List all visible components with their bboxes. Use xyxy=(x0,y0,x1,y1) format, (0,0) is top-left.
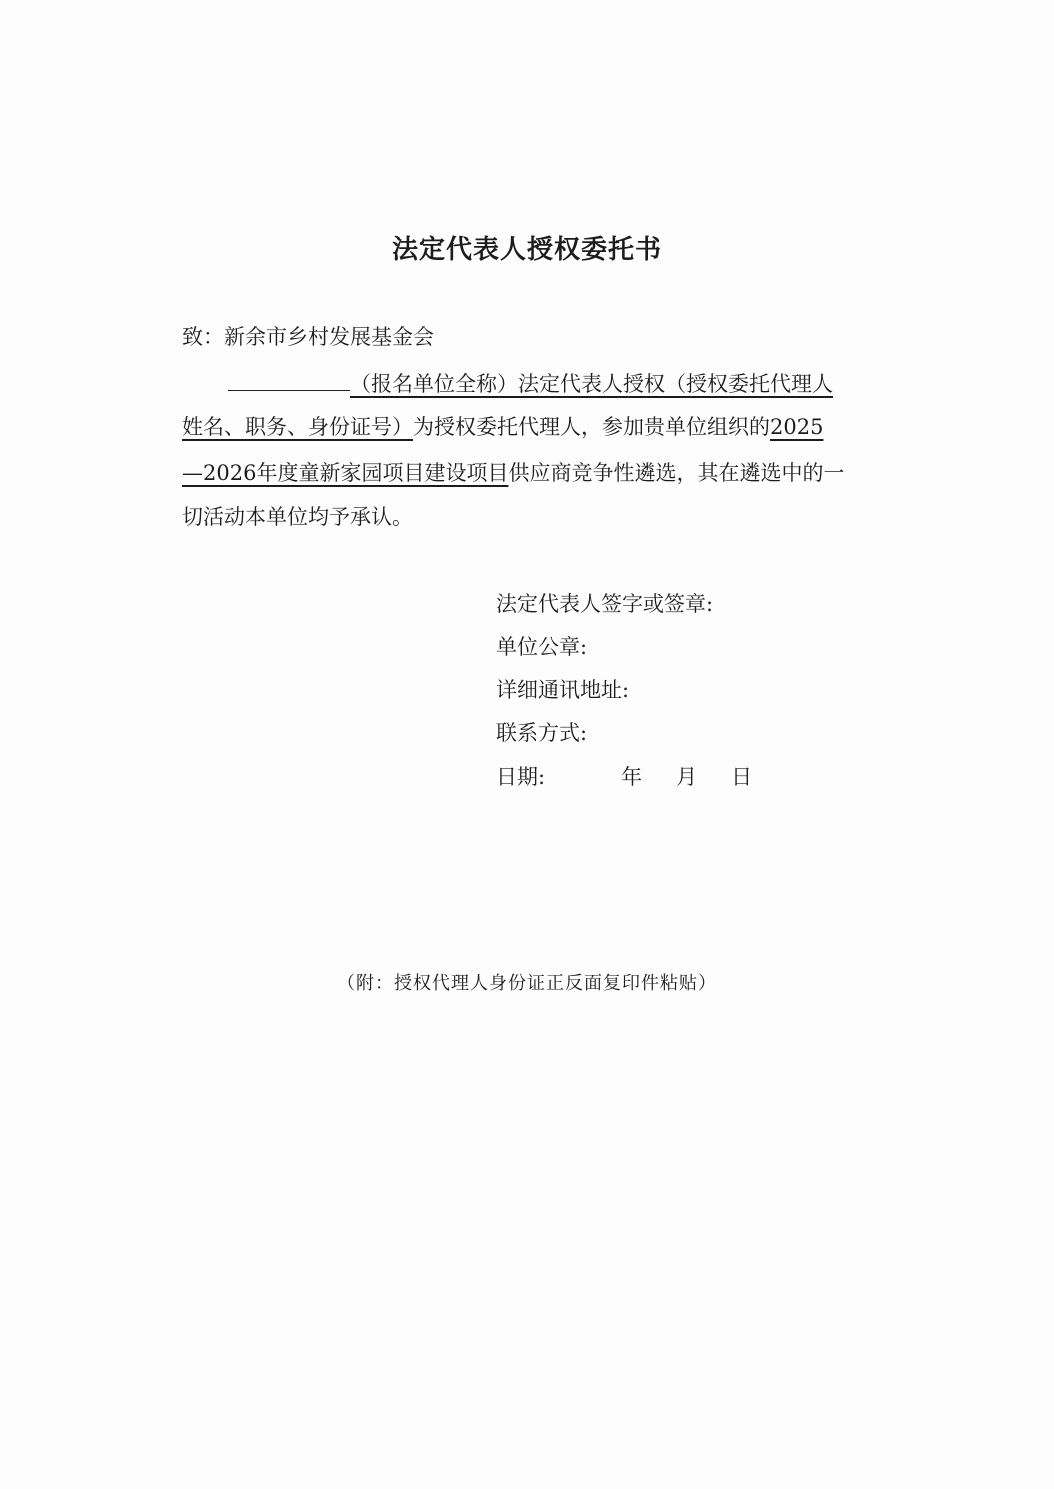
legal-rep-signature-label: 法定代表人签字或签章: xyxy=(496,592,714,616)
body-line-4 xyxy=(182,502,413,532)
document-title: 法定代表人授权委托书 xyxy=(391,235,662,265)
project-year-start: 2025 xyxy=(770,415,824,439)
project-name: —2026年度童新家园项目建设项目 xyxy=(182,461,509,485)
body-line-3 xyxy=(182,458,844,488)
body-line-2 xyxy=(182,412,823,442)
agent-info-placeholder-end: 姓名、职务、身份证号） xyxy=(182,415,413,439)
day-label: 日 xyxy=(731,765,753,789)
unit-name-placeholder: （报名单位全称）法定代表人授权 xyxy=(350,372,665,396)
body-text-2: 为授权委托代理人，参加贵单位组织的 xyxy=(413,415,770,439)
body-line-1 xyxy=(182,368,833,399)
date-row xyxy=(496,762,752,792)
year-label: 年 xyxy=(621,765,643,789)
agent-info-placeholder-start: （授权委托代理人 xyxy=(665,372,833,396)
date-label: 日期: xyxy=(496,765,546,789)
attachment-footnote: （附：授权代理人身份证正反面复印件粘贴） xyxy=(337,973,717,994)
body-text-3: 供应商竞争性遴选，其在遴选中的一 xyxy=(508,461,845,485)
body-text-4: 切活动本单位均予承认。 xyxy=(182,505,413,529)
unit-name-blank xyxy=(228,368,350,391)
addressee-line: 致：新余市乡村发展基金会 xyxy=(182,325,434,349)
unit-seal-label: 单位公章: xyxy=(496,635,588,659)
contact-label: 联系方式: xyxy=(496,721,588,745)
address-label: 详细通讯地址: xyxy=(496,678,630,702)
month-label: 月 xyxy=(676,765,698,789)
